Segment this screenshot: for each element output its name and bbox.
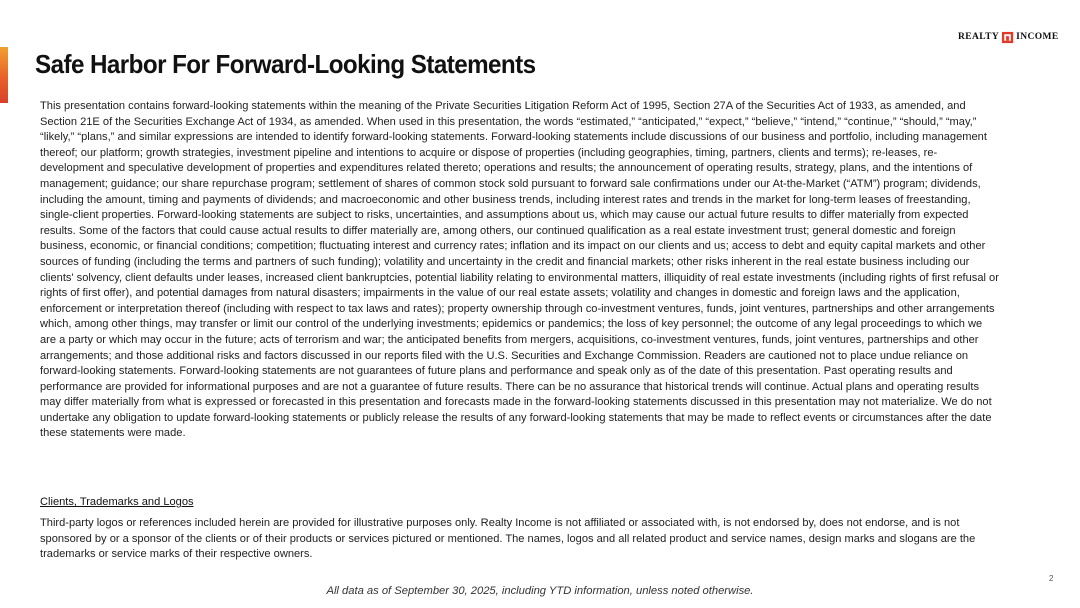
clients-trademarks-paragraph: Third-party logos or references included herein are provided for illustrative purposes only. Realty Income is not affiliated or associated with, is not endorsed by, does not endorse, and is not sponsored by or a sponsor of the clients or of their products or services pictured or mentioned. The names, logos and all related product and service names, design marks and slogans are the trademarks or service marks of their respective owners. <box>40 517 976 561</box>
logo-right-text: INCOME <box>1016 32 1059 42</box>
footer-note: All data as of September 30, 2025, including YTD information, unless noted otherwise. <box>326 585 754 597</box>
clients-trademarks-heading: Clients, Trademarks and Logos <box>40 496 194 508</box>
logo-left-text: REALTY <box>958 32 1000 42</box>
accent-bar <box>0 47 8 103</box>
safe-harbor-paragraph: This presentation contains forward-looking statements within the meaning of the Private Securities Litigation Reform Act of 1995, Section 27A of the Securities Act of 1933, as amended, and Section 21E of the Securities Exchange Act of 1934, as amended. When used in this presentation, the words “estimated,” “anticipated,” “expect,” “believe,” “intend,” “continue,” “should,” “may,” “likely,” “plans,” and similar expressions are intended to identify forward-looking statements. Forward-looking statements include discussions of our business and portfolio, including management thereof; our platform; growth strategies, investment pipeline and intentions to acquire or dispose of properties (including geographies, timing, partners, clients and terms); re-leases, re-development and speculative development of properties and expenditures related thereto; operations and results; the announcement of operating results, strategy, plans, and the intentions of management; guidance; our share repurchase program; settlement of shares of common stock sold pursuant to forward sale confirmations under our At-the-Market (“ATM”) program; dividends, including the amount, timing and payments of dividends; and macroeconomic and other business trends, including interest rates and trends in the market for long-term leases of freestanding, single-client properties. Forward-looking statements are subject to risks, uncertainties, and assumptions about us, which may cause our actual future results to differ materially from expected results. Some of the factors that could cause actual results to differ materially are, among others, our continued qualification as a real estate investment trust; general domestic and foreign business, economic, or financial conditions; competition; fluctuating interest and currency rates; inflation and its impact on our clients and us; access to debt and equity capital markets and other sources of funding (including the terms and partners of such funding); volatility and uncertainty in the credit and financial markets; other risks inherent in the real estate business including our clients' solvency, client defaults under leases, increased client bankruptcies, potential liability relating to environmental matters, illiquidity of real estate investments (including rights of first refusal or rights of first offer), and potential damages from natural disasters; impairments in the value of our real estate assets; volatility and changes in domestic and foreign laws and the application, enforcement or interpretation thereof (including with respect to tax laws and rates); property ownership through co-investment ventures, funds, joint ventures, partnerships and other arrangements which, among other things, may transfer or limit our control of the underlying investments; epidemics or pandemics; the loss of key personnel; the outcome of any legal proceedings to which we are a party or which may occur in the future; acts of terrorism and war; the anticipated benefits from mergers, acquisitions, co-investment ventures, funds, joint ventures, partnerships and other arrangements; and those additional risks and factors discussed in our reports filed with the U.S. Securities and Exchange Commission. Readers are cautioned not to place undue reliance on forward-looking statements. Forward-looking statements are not guarantees of future plans and performance and speak only as of the date of this presentation. Past operating results and performance are provided for informational purposes and are not a guarantee of future results. There can be no assurance that historical trends will continue. Actual plans and operating results may differ materially from what is expressed or forecasted in this presentation and forecasts made in the forward-looking statements discussed in this presentation may not materialize. We do not undertake any obligation to update forward-looking statements or publicly release the results of any forward-looking statements that may be made to reflect events or circumstances after the date these statements were made. <box>40 100 999 440</box>
page-title: Safe Harbor For Forward-Looking Statements <box>35 49 536 79</box>
page-number: 2 <box>1049 574 1054 583</box>
logo-mark-icon <box>1001 31 1014 44</box>
company-logo <box>958 30 1059 44</box>
